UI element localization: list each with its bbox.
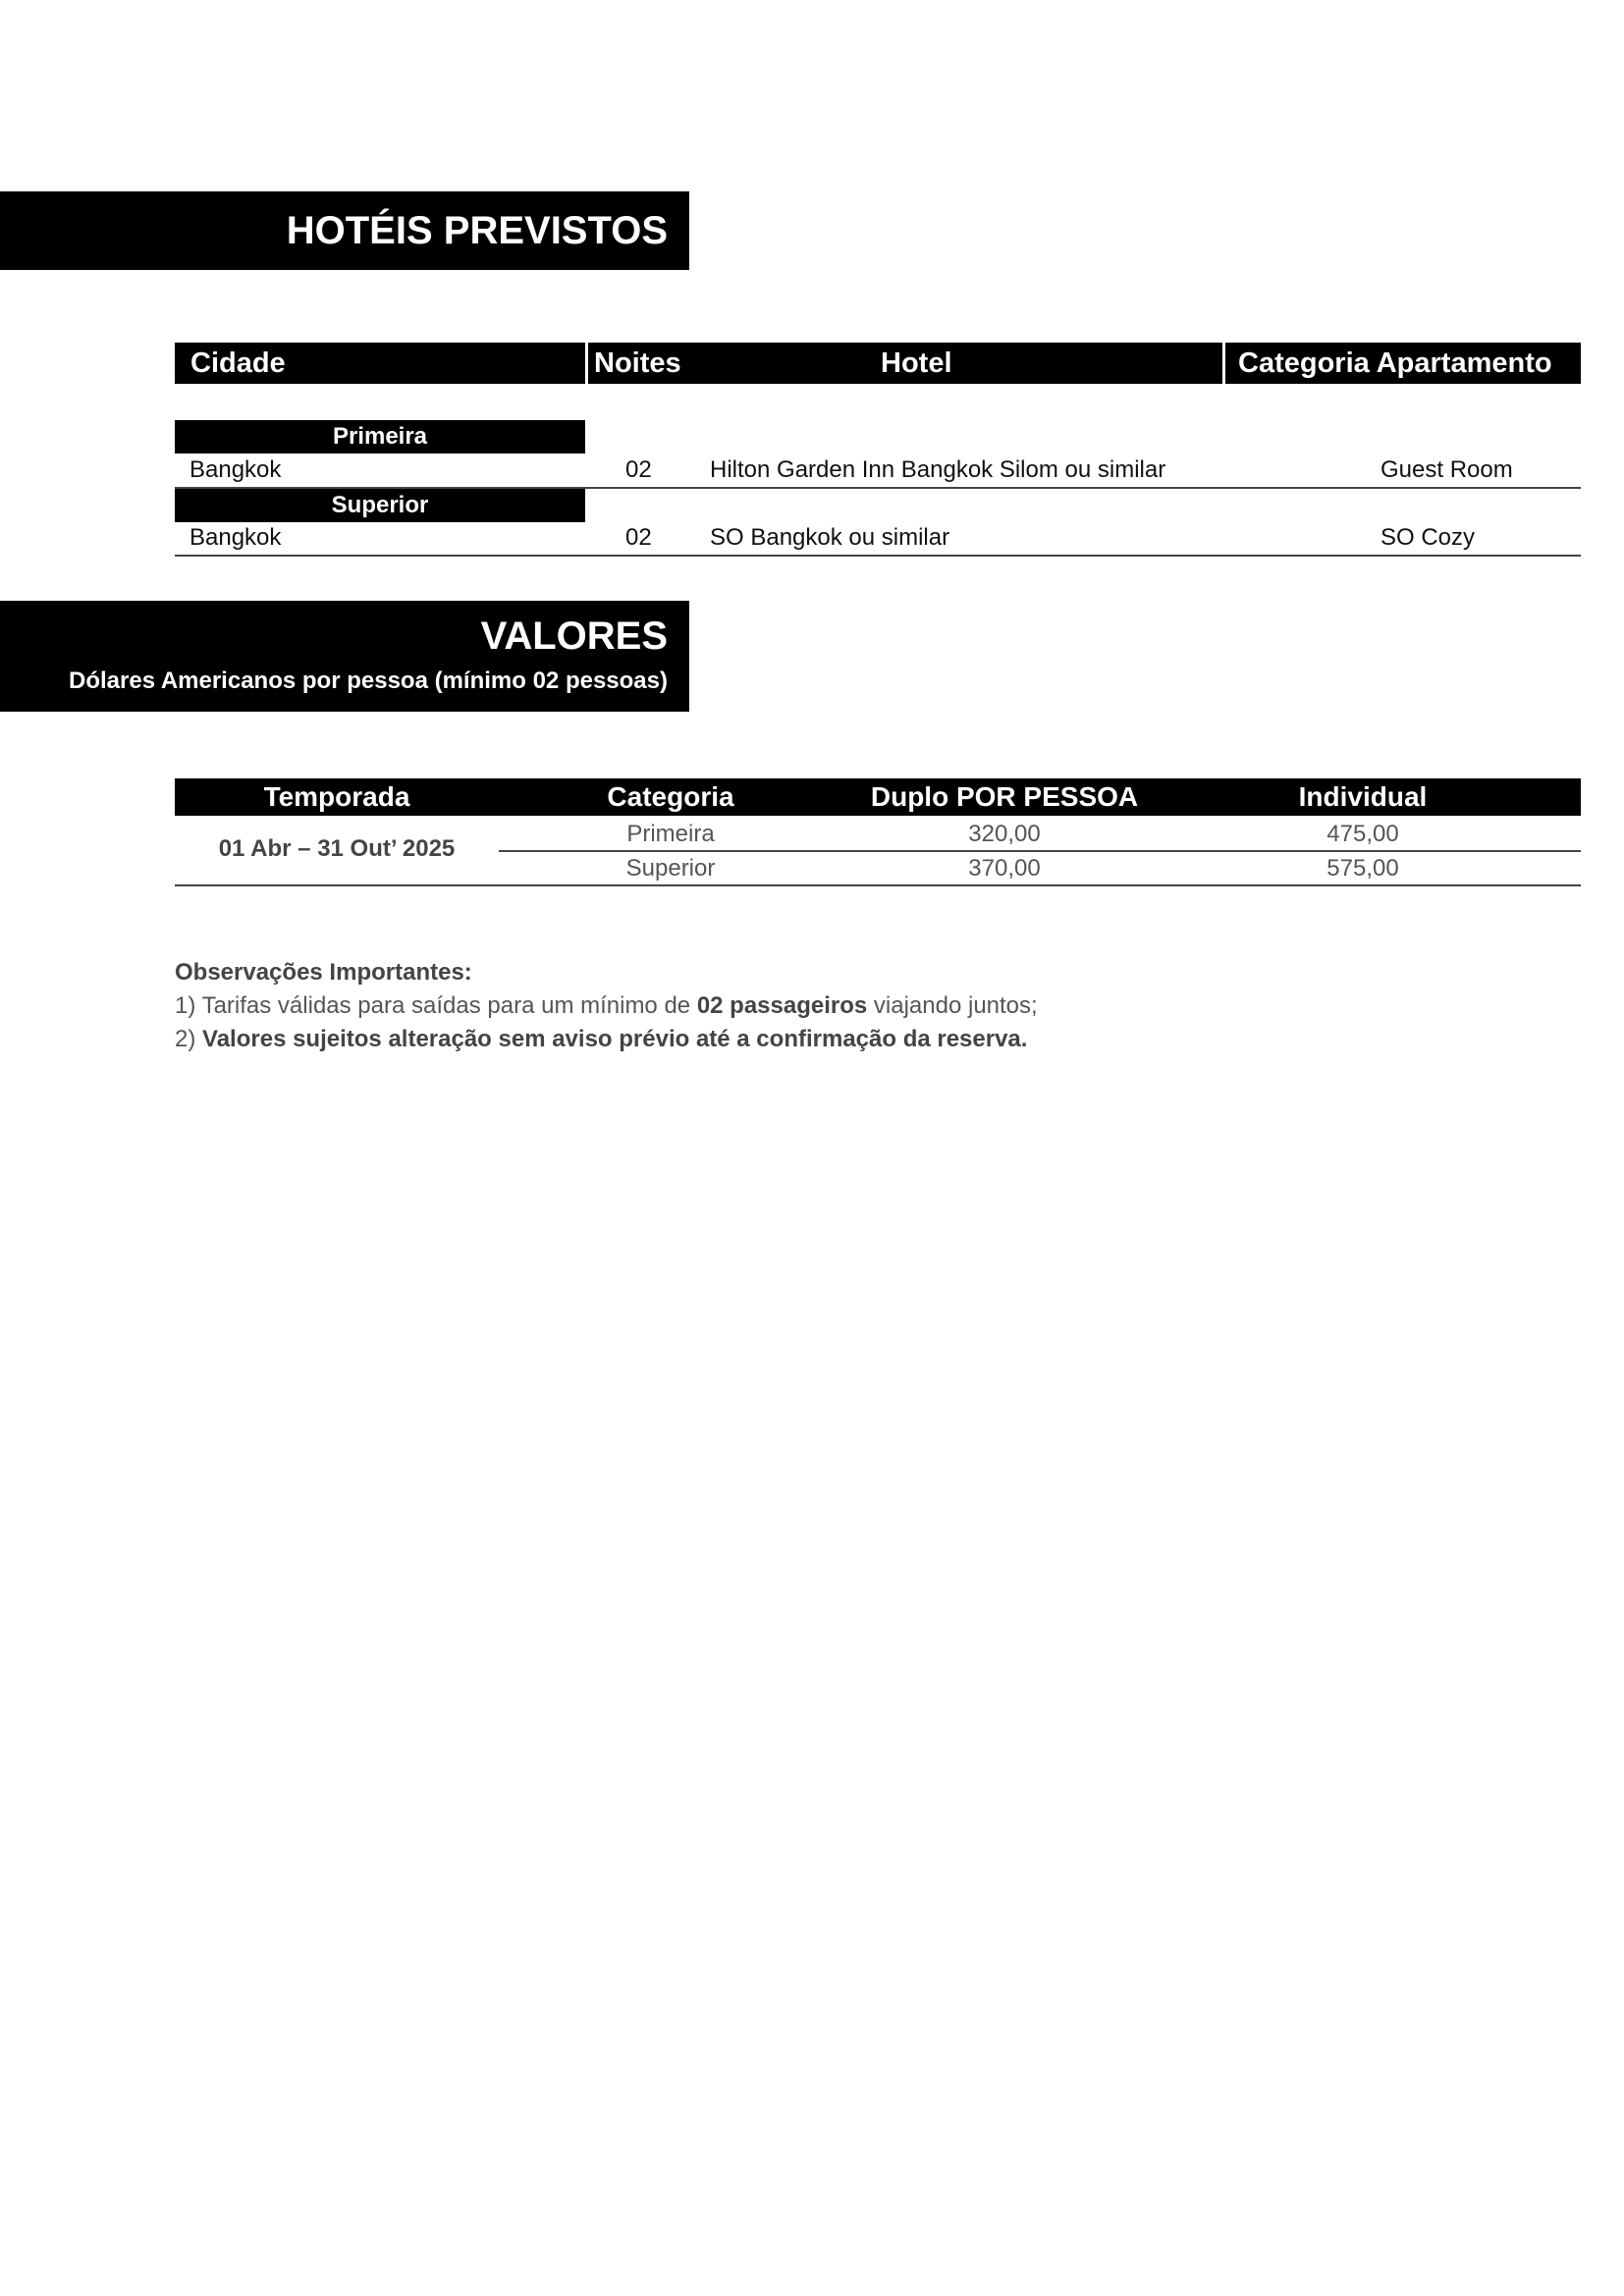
price-double: 320,00 [968,821,1041,847]
notes-heading: Observações Importantes: [175,959,472,986]
col-individual: Individual [1298,781,1428,812]
hotels-table-header [175,343,1581,384]
hotels-banner [0,191,689,270]
hotel-name: SO Bangkok ou similar [710,524,950,551]
col-categoria-apartamento: Categoria Apartamento [1238,347,1552,379]
header-divider [585,343,588,384]
values-title: VALORES [480,614,668,658]
hotels-title: HOTÉIS PREVISTOS [286,209,668,252]
price-category: Superior [625,855,716,881]
hotel-city: Bangkok [189,524,282,551]
price-single: 575,00 [1326,855,1399,881]
note-2: 2) Valores sujeitos alteração sem aviso prévio até a confirmação da reserva. [175,1026,1028,1052]
note-1: 1) Tarifas válidas para saídas para um mínimo de 02 passageiros viajando juntos; [175,992,1038,1019]
category-label-primeira: Primeira [175,420,585,454]
hotel-room: Guest Room [1380,456,1513,483]
col-duplo: Duplo POR PESSOA [870,781,1139,812]
hotel-city: Bangkok [189,456,282,483]
col-categoria: Categoria [607,781,734,812]
hotel-name: Hilton Garden Inn Bangkok Silom ou similar [710,456,1166,483]
prices-table-header [175,778,1581,816]
important-notes [175,956,1038,1056]
category-label-superior: Superior [175,489,585,522]
col-temporada: Temporada [263,781,410,812]
values-subtitle: Dólares Americanos por pessoa (mínimo 02 pessoas) [69,667,668,694]
hotel-room: SO Cozy [1380,524,1476,551]
row-divider [499,850,1581,852]
row-divider [175,555,1581,557]
price-single: 475,00 [1326,821,1399,847]
row-divider [175,884,1581,886]
hotel-nights: 02 [625,524,652,551]
col-cidade: Cidade [190,347,286,379]
col-noites: Noites [594,347,681,379]
hotel-nights: 02 [625,456,652,483]
col-hotel: Hotel [881,347,952,379]
values-banner [0,601,689,712]
header-divider [1222,343,1225,384]
price-category: Primeira [626,821,715,847]
price-double: 370,00 [968,855,1041,881]
season-label: 01 Abr – 31 Out’ 2025 [218,835,456,862]
